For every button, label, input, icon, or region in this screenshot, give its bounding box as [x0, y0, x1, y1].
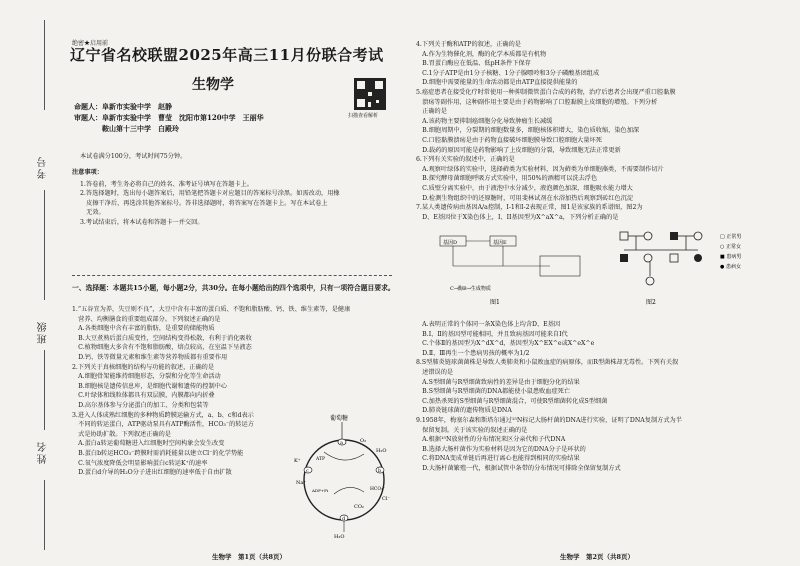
q-line: 保留复制。关于该实验的叙述正确的是 [416, 426, 528, 434]
q-line: D.高尔基体参与分泌蛋白的加工、分类和包装等 [72, 401, 209, 409]
q-line: A.该药物主要抑制癌细胞分化导致肿瘤生长减缓 [416, 117, 553, 125]
binding-line [44, 480, 45, 550]
author-block [74, 101, 264, 134]
diagram-label: 葡萄糖 [330, 415, 349, 422]
q-line: C.1分子ATP是由1分子核糖、1分子腺嘌呤和3分子磷酸基团组成 [416, 69, 600, 77]
secret-mark: 绝密★启用前 [72, 40, 109, 47]
q-line: 3.进入人体成熟红细胞的多种物质跨膜运输方式，a、b、c和d表示 [72, 411, 254, 419]
q-line: C.氧气浓度降低会明显影响蛋白c转运K⁺的速率 [72, 459, 208, 467]
q-line: 式是协助扩散。下列叙述正确的是 [72, 430, 171, 438]
note-line: 2.答选择题时，选出每小题答案后，用铅笔把答题卡对应题目的答案标号涂黑。如需改动，用橡 [80, 190, 340, 198]
q-line: A.各类细胞中含有丰富的脂肪，是重要的储能物质 [72, 325, 215, 333]
q-line: D.钙、铁等微量元素和维生素等营养物质都有重要作用 [72, 353, 228, 361]
author-line: 审题人：阜新市实验中学 曹莹 沈阳市第120中学 王丽华 [74, 113, 264, 122]
q-line: D.蛋白d介导的H₂O分子进出红细胞的速率低于自由扩散 [72, 469, 232, 477]
diagram-label: H₂O [376, 448, 387, 454]
q-line: D、E基因位于X染色体上，I、II基因型为X^aX^a，下列分析正确的是 [416, 213, 619, 221]
q-line: 6.下列有关实验的叙述中，正确的是 [416, 156, 515, 164]
q-line: 营养、均衡膳食的重要组成部分。下列叙述正确的是 [72, 315, 221, 323]
q-line: 2.下列关于真核细胞的结构与功能的叙述，正确的是 [72, 363, 215, 371]
diagram-node: b [378, 468, 382, 474]
section-1-heading: 一、选择题：本题共15小题，每小题2分，共30分。在每小题给出的四个选项中，只有一项符合题目要求。 [72, 284, 395, 292]
score-line: 本试卷满分100分，考试时间75分钟。 [80, 153, 187, 160]
class-label: 班级 [38, 320, 49, 344]
diagram-label: H₂O [334, 534, 345, 540]
q-line: D.Ⅱ、Ⅲ再生一个患病男孩的概率为1/2 [416, 349, 530, 357]
svg-text:基因D: 基因D [443, 240, 458, 246]
q-line: 5.癌症患者在接受化疗时常使用一种抑制微管蛋白合成的药物，治疗后患者会出现严重口腔黏膜 [416, 88, 676, 96]
pedigree-figures [430, 226, 780, 306]
name-label: 姓名 [38, 440, 49, 464]
q-line: 述错误的是 [416, 368, 454, 376]
diagram-label: HCO₃⁻ [370, 487, 386, 492]
q-line: 4.下列关于酶和ATP的叙述，正确的是 [416, 41, 521, 48]
q-line: D.载药的原因可能是药物影响了上皮细胞的分裂，导致细胞无法正常更新 [416, 146, 621, 154]
q-line: C.质壁分离实验中，由于液泡中水分减少，液泡颜色加深，细胞吸水能力增大 [416, 184, 633, 192]
author-line: 命题人：阜新市实验中学 赵静 [74, 102, 172, 111]
exam-title: 辽宁省名校联盟2025年高三11月份联合考试 [70, 46, 384, 64]
legend-item: ● 患病女 [720, 264, 741, 270]
binding-line [44, 20, 45, 110]
diagram-label: K⁺ [294, 458, 301, 464]
q-line: A.蛋白a转运葡萄糖进入红细胞时空间构象会发生改变 [72, 440, 225, 448]
notes-list [80, 180, 340, 227]
q-line: C.口腔黏膜溃疡是由于药物直接破坏细胞膜导致口腔细胞大量坏死 [416, 136, 602, 144]
svg-text:C→酶B→生成物质: C→酶B→生成物质 [450, 286, 491, 292]
svg-text:基因E: 基因E [493, 240, 507, 246]
q-line: 不同的转运蛋白，ATP驱动泵具有ATP酶活性，HCO₃⁻的转运方 [72, 421, 254, 429]
q-line: D.肺炎链球菌的遗传物质是DNA [416, 407, 512, 415]
q-line: C.个体Ⅱ的基因型为X^dX^d，基因型为X^EX^e或X^eX^e [416, 340, 595, 348]
note-line: 皮擦干净后，再选涂其他答案标号。答非选择题时，将答案写在答题卡上。写在本试卷上 [80, 199, 328, 207]
legend-item: □ 正常男 [720, 234, 742, 240]
q-line: 8.S型肺炎链球菌菌株是导致人类肺炎和小鼠败血症的病原体，而R型菌株却无毒性。下列有关叙 [416, 359, 679, 367]
q-line: B.蛋白b转运HCO₃⁻跨膜时需消耗能量以建立Cl⁻的化学势能 [72, 449, 244, 457]
binding-margin [0, 0, 62, 566]
page-1 [62, 0, 402, 566]
q-line: D.大肠杆菌繁殖一代，根据试管中条带的分布情况可排除全保留复制方式 [416, 464, 621, 472]
question-block-p2a [416, 40, 676, 222]
q-line: C.加热杀死的S型细菌与R型细菌混合，可使R型细菌转化成S型细菌 [416, 397, 608, 405]
note-line: 无效。 [80, 209, 105, 217]
figure-caption-2: 图2 [646, 299, 656, 306]
diagram-node: c [306, 468, 309, 474]
diagram-node: a [340, 440, 343, 446]
q-line: B.大豆煮熟后蛋白质变性，空间结构变得松散，有利于消化吸收 [72, 334, 252, 342]
q-line: B.Ⅰ、Ⅱ的基因型可能相同，并且致病基因可能来自Ⅰ代 [416, 330, 568, 338]
diagram-label: ATP [316, 457, 326, 462]
diagram-label: CO₂ [354, 504, 364, 510]
q-line: 正确的是 [416, 108, 447, 116]
divider [72, 275, 392, 276]
q-line: A.作为生物催化剂，酶的化学本质都是有机物 [416, 50, 547, 58]
binding-line [44, 350, 45, 430]
diagram-label: Na⁺ [296, 480, 306, 486]
q-line: B.探究酵母菌细胞呼吸方式实验中，用50%的酒精可以洗去浮色 [416, 175, 598, 183]
note-line: 1.答卷前，考生务必将自己的姓名、准考证号填写在答题卡上。 [80, 181, 253, 188]
q-line: C.叶绿体和线粒体都具有双层膜，内膜都向内折叠 [72, 392, 215, 400]
diagram-label: Cl⁻ [382, 496, 391, 502]
diagram-node: d [342, 516, 346, 522]
q-line: A.S型细菌与R型细菌致病性的差异是由于细胞分化的结果 [416, 378, 580, 386]
note-line: 3.考试结束后，将本试卷和答题卡一并交回。 [80, 218, 204, 226]
rbc-transport-diagram [294, 412, 394, 542]
qr-code-icon [354, 78, 386, 110]
qr-caption: 扫描查看解析 [348, 113, 379, 119]
q-line: B.胃蛋白酶应在低温、低pH条件下保存 [416, 60, 531, 68]
q-line: C.植物细胞大多含有不饱和脂肪酸，熔点较高，在室温下呈液态 [72, 344, 252, 352]
subject-title: 生物学 [192, 77, 234, 93]
q-line: 溃疡等副作用，这种副作用主要是由于药物影响了口腔黏膜上皮细胞的增殖。下列分析 [416, 98, 658, 106]
page-2-footer: 生物学 第2页（共8页） [560, 553, 635, 561]
q-line: C.将DNA变成单链后再进行离心也能得到相同的实验结果 [416, 455, 580, 463]
diagram-label: ADP+Pi [312, 488, 329, 493]
q-line: B.细胞核是遗传信息库，是细胞代谢和遗传的控制中心 [72, 382, 228, 390]
q-line: B.细胞周期中，分裂期的细胞数量多，细胞核体积增大，染色质收缩，染色加深 [416, 127, 640, 135]
legend-item: ○ 正常女 [720, 244, 741, 250]
page-2 [410, 0, 795, 566]
q-line: 9.1958年，梅塞尔森和斯塔尔通过¹⁵N标记大肠杆菌的DNA进行实验，证明了DNA复制方式为半 [416, 416, 682, 424]
q-line: A.细胞骨架能维持细胞形态，分裂和分化等生命活动 [72, 373, 221, 381]
q-line: A.根据¹⁵N放射性的分布情况来区分亲代和子代DNA [416, 436, 566, 444]
q-line: A.观察叶绿体的实验中，选择藓类为实验材料，因为藓类为单细胞藻类，不需要制作切片 [416, 165, 664, 173]
binding-line [44, 190, 45, 300]
q-line: 1.“五谷宜为养，失豆则不良”，大豆中含有丰富的蛋白质、不饱和脂肪酸、钙、铁、维生素等，是健康 [72, 306, 351, 313]
figure-caption-1: 图1 [490, 299, 500, 306]
q-line: A.表明正常的个体同一条X染色体上均含D、E基因 [416, 321, 561, 328]
q-line: 7.某人类遗传病由基因A/a控制，I-1和I-2表现正常，图1是该家族的系谱图，图2为 [416, 204, 643, 212]
q-line: D.细胞中需要能量的生命活动都是由ATP直接提供能量的 [416, 79, 578, 87]
q-line: D.检测生物组织中的还原糖时，可用斐林试剂在水浴加热后观察到砖红色沉淀 [416, 194, 634, 202]
question-block-p2b [416, 320, 682, 474]
author-line: 鞍山第十三中学 白殿玲 [74, 124, 179, 133]
notes-heading: 注意事项： [72, 169, 103, 176]
diagram-label: O₂ [360, 438, 367, 444]
exam-no-label: 考号 [38, 155, 49, 179]
page-1-footer: 生物学 第1页（共8页） [212, 553, 287, 561]
legend-item: ■ 患病男 [720, 254, 742, 260]
q-line: B.选择大肠杆菌作为实验材料是因为它的DNA分子是环状的 [416, 445, 586, 453]
q-line: B.S型细菌与R型细菌的DNA都能使小鼠患败血症死亡 [416, 388, 571, 396]
